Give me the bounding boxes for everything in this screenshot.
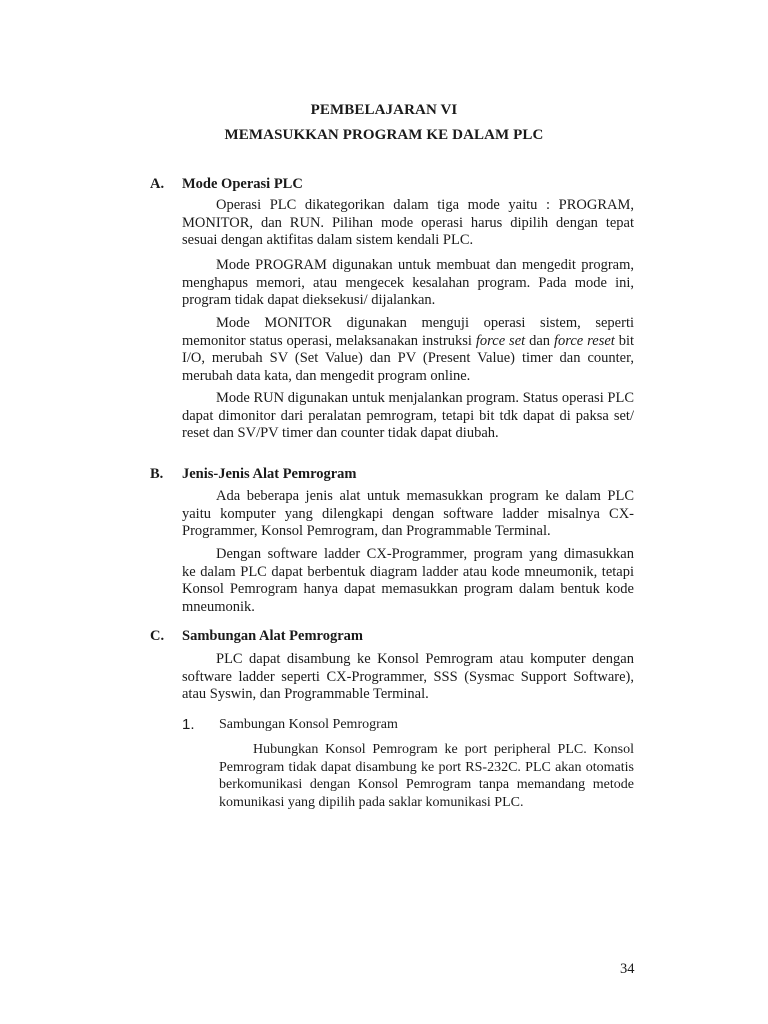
section-a-paragraph-3 [182, 315, 634, 385]
section-b-title: Jenis-Jenis Alat Pemrogram [182, 466, 357, 482]
paragraph-3-conjunction: dan [529, 332, 551, 349]
section-b-paragraph-1: Ada beberapa jenis alat untuk memasukkan program ke dalam PLC yaitu komputer yang dilengkapi dengan software ladder misalnya CX-Programmer, Konsol Pemrogram, dan Programmable Terminal. [182, 488, 634, 539]
paragraph-3-text-start: Mode MONITOR digunakan menguji operasi sistem, seperti memonitor status operasi, melaksanakan instruksi [182, 315, 634, 349]
section-b-paragraph-2: Dengan software ladder CX-Programmer, program yang dimasukkan ke dalam PLC dapat berbentuk diagram ladder atau kode mneumonik, tetapi Konsol Pemrogram hanya dapat memasukkan program dalam bentuk kode mneumonik. [182, 546, 634, 615]
section-a-paragraph-1: Operasi PLC dikategorikan dalam tiga mode yaitu : PROGRAM, MONITOR, dan RUN. Pilihan mode operasi harus dipilih dengan tepat sesuai dengan aktifitas dalam sistem kendali PLC. [182, 197, 634, 248]
section-a-letter: A. [150, 176, 165, 192]
section-c-letter: C. [150, 628, 165, 644]
page-number: 34 [620, 961, 635, 977]
chapter-title: PEMBELAJARAN VI [310, 102, 458, 118]
paragraph-3-text-end: bit I/O, merubah SV (Set Value) dan PV (Present Value) timer dan counter, merubah data kata, dan mengedit program online. [182, 332, 635, 384]
section-a-paragraph-2: Mode PROGRAM digunakan untuk membuat dan mengedit program, menghapus memori, atau mengecek kesalahan program. Pada mode ini, program tidak dapat dieksekusi/ dijalankan. [182, 257, 634, 308]
list-item-title: Sambungan Konsol Pemrogram [219, 717, 398, 732]
force-set-term: force set [475, 332, 526, 349]
section-c-title: Sambungan Alat Pemrogram [182, 628, 363, 644]
section-c-paragraph-1: PLC dapat disambung ke Konsol Pemrogram atau komputer dengan software ladder seperti CX-Programmer, SSS (Sysmac Support Software), atau Syswin, dan Programmable Terminal. [182, 651, 634, 702]
list-item-number: 1. [182, 716, 195, 733]
section-a-title: Mode Operasi PLC [182, 176, 303, 192]
section-b-letter: B. [150, 466, 164, 482]
chapter-subtitle: MEMASUKKAN PROGRAM KE DALAM PLC [224, 127, 544, 143]
force-reset-term: force reset [553, 332, 615, 349]
list-item-paragraph: Hubungkan Konsol Pemrogram ke port peripheral PLC. Konsol Pemrogram tidak dapat disambung ke port RS-232C. PLC akan otomatis berkomunikasi dengan Konsol Pemrogram tanpa memandang metode komunikasi yang dipilih pada saklar komunikasi PLC. [219, 742, 634, 810]
section-a-paragraph-4: Mode RUN digunakan untuk menjalankan program. Status operasi PLC dapat dimonitor dari peralatan pemrogram, tetapi bit tdk dapat di paksa set/ reset dan SV/PV timer dan counter tidak dapat diubah. [182, 390, 634, 441]
